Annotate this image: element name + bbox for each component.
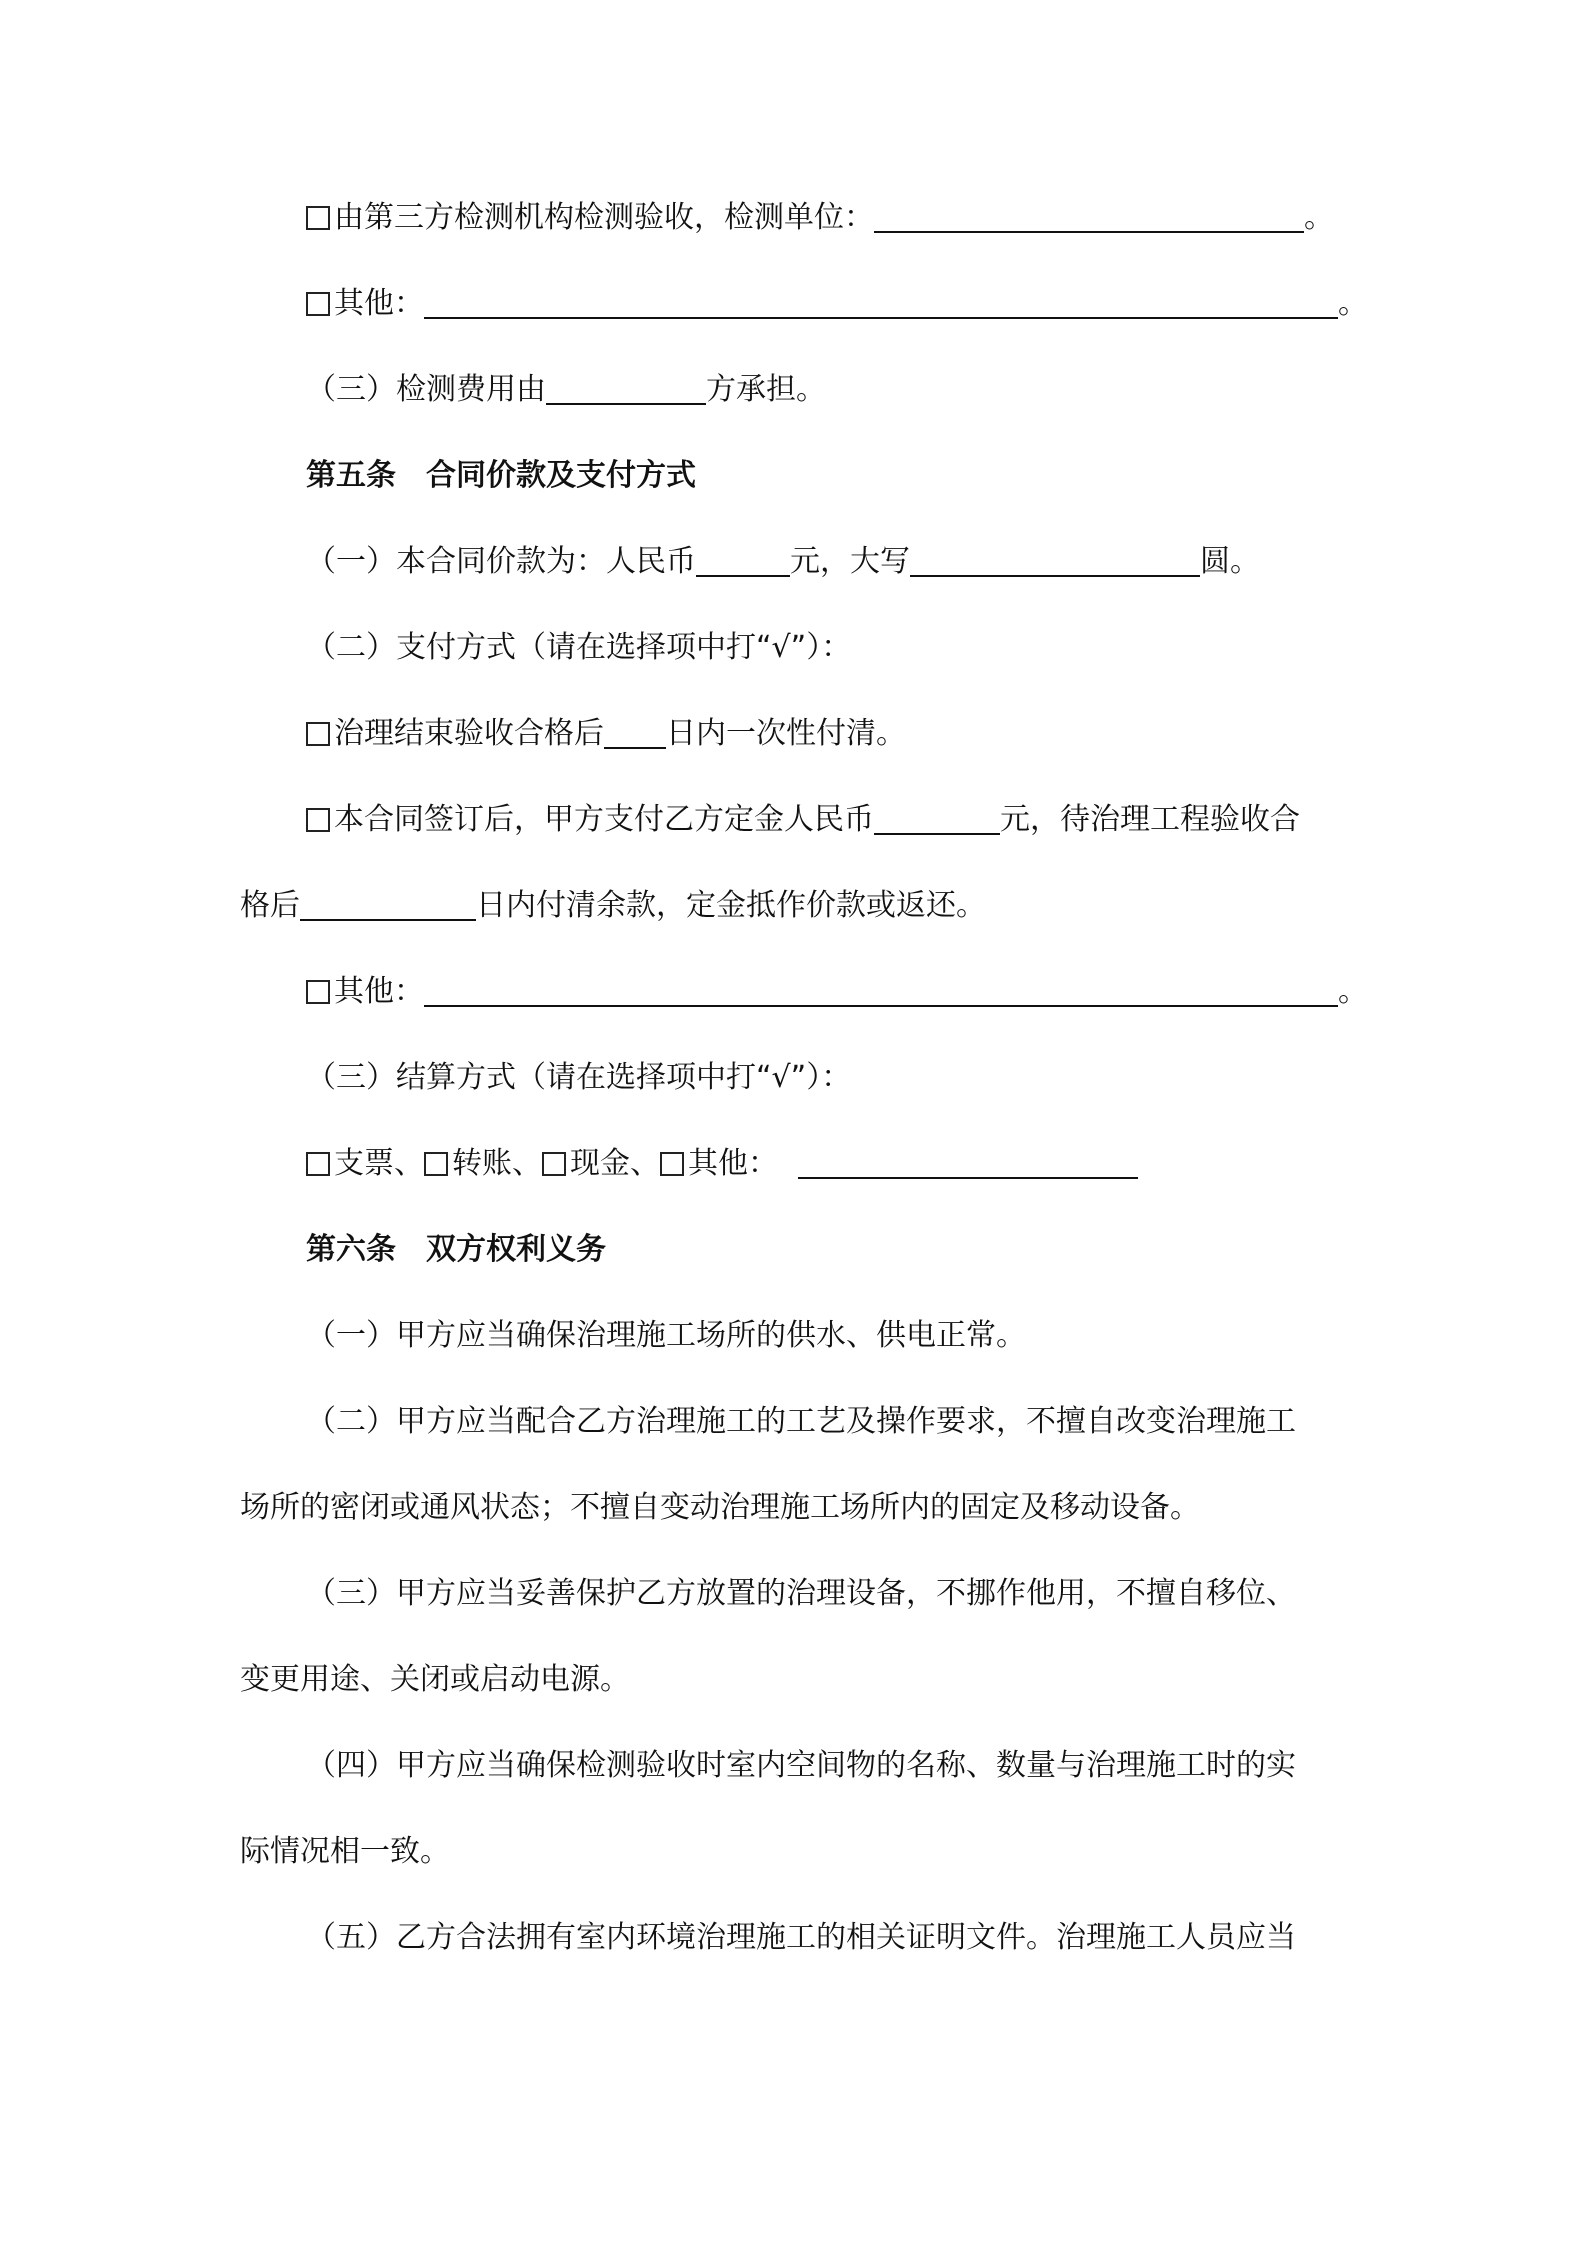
clause-6-3: （三）甲方应当妥善保护乙方放置的治理设备，不挪作他用，不擅自移位、 xyxy=(306,1576,1296,1611)
clause-6-4-cont: 际情况相一致。 xyxy=(240,1834,450,1869)
checkbox[interactable] xyxy=(306,722,330,746)
settlement-options: 支票、 转账、 现金、 其他： xyxy=(306,1144,1138,1184)
payment-method-heading: （二）支付方式（请在选择项中打“√”）： xyxy=(306,630,852,665)
testing-unit-field[interactable] xyxy=(874,201,1304,233)
clause-6-2-cont: 场所的密闭或通风状态；不擅自变动治理施工场所内的固定及移动设备。 xyxy=(240,1490,1200,1525)
other-payment-field[interactable] xyxy=(424,975,1338,1007)
deposit-amount-field[interactable] xyxy=(874,803,1000,835)
checkbox-transfer[interactable] xyxy=(424,1152,448,1176)
testing-fee-clause: （三）检测费用由 方承担。 xyxy=(306,372,826,407)
option-lump-sum: 治理结束验收合格后 日内一次性付清。 xyxy=(306,714,906,754)
price-uppercase-field[interactable] xyxy=(910,545,1200,577)
clause-6-5: （五）乙方合法拥有室内环境治理施工的相关证明文件。治理施工人员应当 xyxy=(306,1920,1296,1955)
checkbox-cheque[interactable] xyxy=(306,1152,330,1176)
clause-6-4: （四）甲方应当确保检测验收时室内空间物的名称、数量与治理施工时的实 xyxy=(306,1748,1296,1783)
clause-6-3-cont: 变更用途、关闭或启动电源。 xyxy=(240,1662,630,1697)
price-amount-field[interactable] xyxy=(696,545,790,577)
option-deposit: 本合同签订后，甲方支付乙方定金人民币 元，待治理工程验收合 xyxy=(306,800,1300,840)
settlement-heading: （三）结算方式（请在选择项中打“√”）： xyxy=(306,1060,852,1095)
option-other-payment: 其他： 。 xyxy=(306,972,1368,1012)
article-5-heading: 第五条 合同价款及支付方式 xyxy=(306,458,696,493)
option-third-party-testing: 由第三方检测机构检测验收，检测单位： 。 xyxy=(306,198,1334,238)
days-field[interactable] xyxy=(604,717,666,749)
option-label: 其他： xyxy=(334,286,424,321)
option-deposit-cont: 格后 日内付清余款，定金抵作价款或返还。 xyxy=(240,888,986,923)
clause-6-1: （一）甲方应当确保治理施工场所的供水、供电正常。 xyxy=(306,1318,1026,1353)
checkbox-cash[interactable] xyxy=(542,1152,566,1176)
option-other-testing: 其他： 。 xyxy=(306,284,1368,324)
fee-party-field[interactable] xyxy=(546,373,706,405)
option-label: 由第三方检测机构检测验收，检测单位： xyxy=(334,200,874,235)
checkbox[interactable] xyxy=(306,292,330,316)
other-settlement-field[interactable] xyxy=(798,1147,1138,1179)
article-6-heading: 第六条 双方权利义务 xyxy=(306,1232,606,1267)
checkbox[interactable] xyxy=(306,980,330,1004)
checkbox[interactable] xyxy=(306,206,330,230)
checkbox[interactable] xyxy=(306,808,330,832)
other-testing-field[interactable] xyxy=(424,287,1338,319)
clause-6-2: （二）甲方应当配合乙方治理施工的工艺及操作要求，不擅自改变治理施工 xyxy=(306,1404,1296,1439)
checkbox-other[interactable] xyxy=(660,1152,684,1176)
contract-price-clause: （一）本合同价款为：人民币 元，大写 圆。 xyxy=(306,544,1260,579)
balance-days-field[interactable] xyxy=(300,889,476,921)
